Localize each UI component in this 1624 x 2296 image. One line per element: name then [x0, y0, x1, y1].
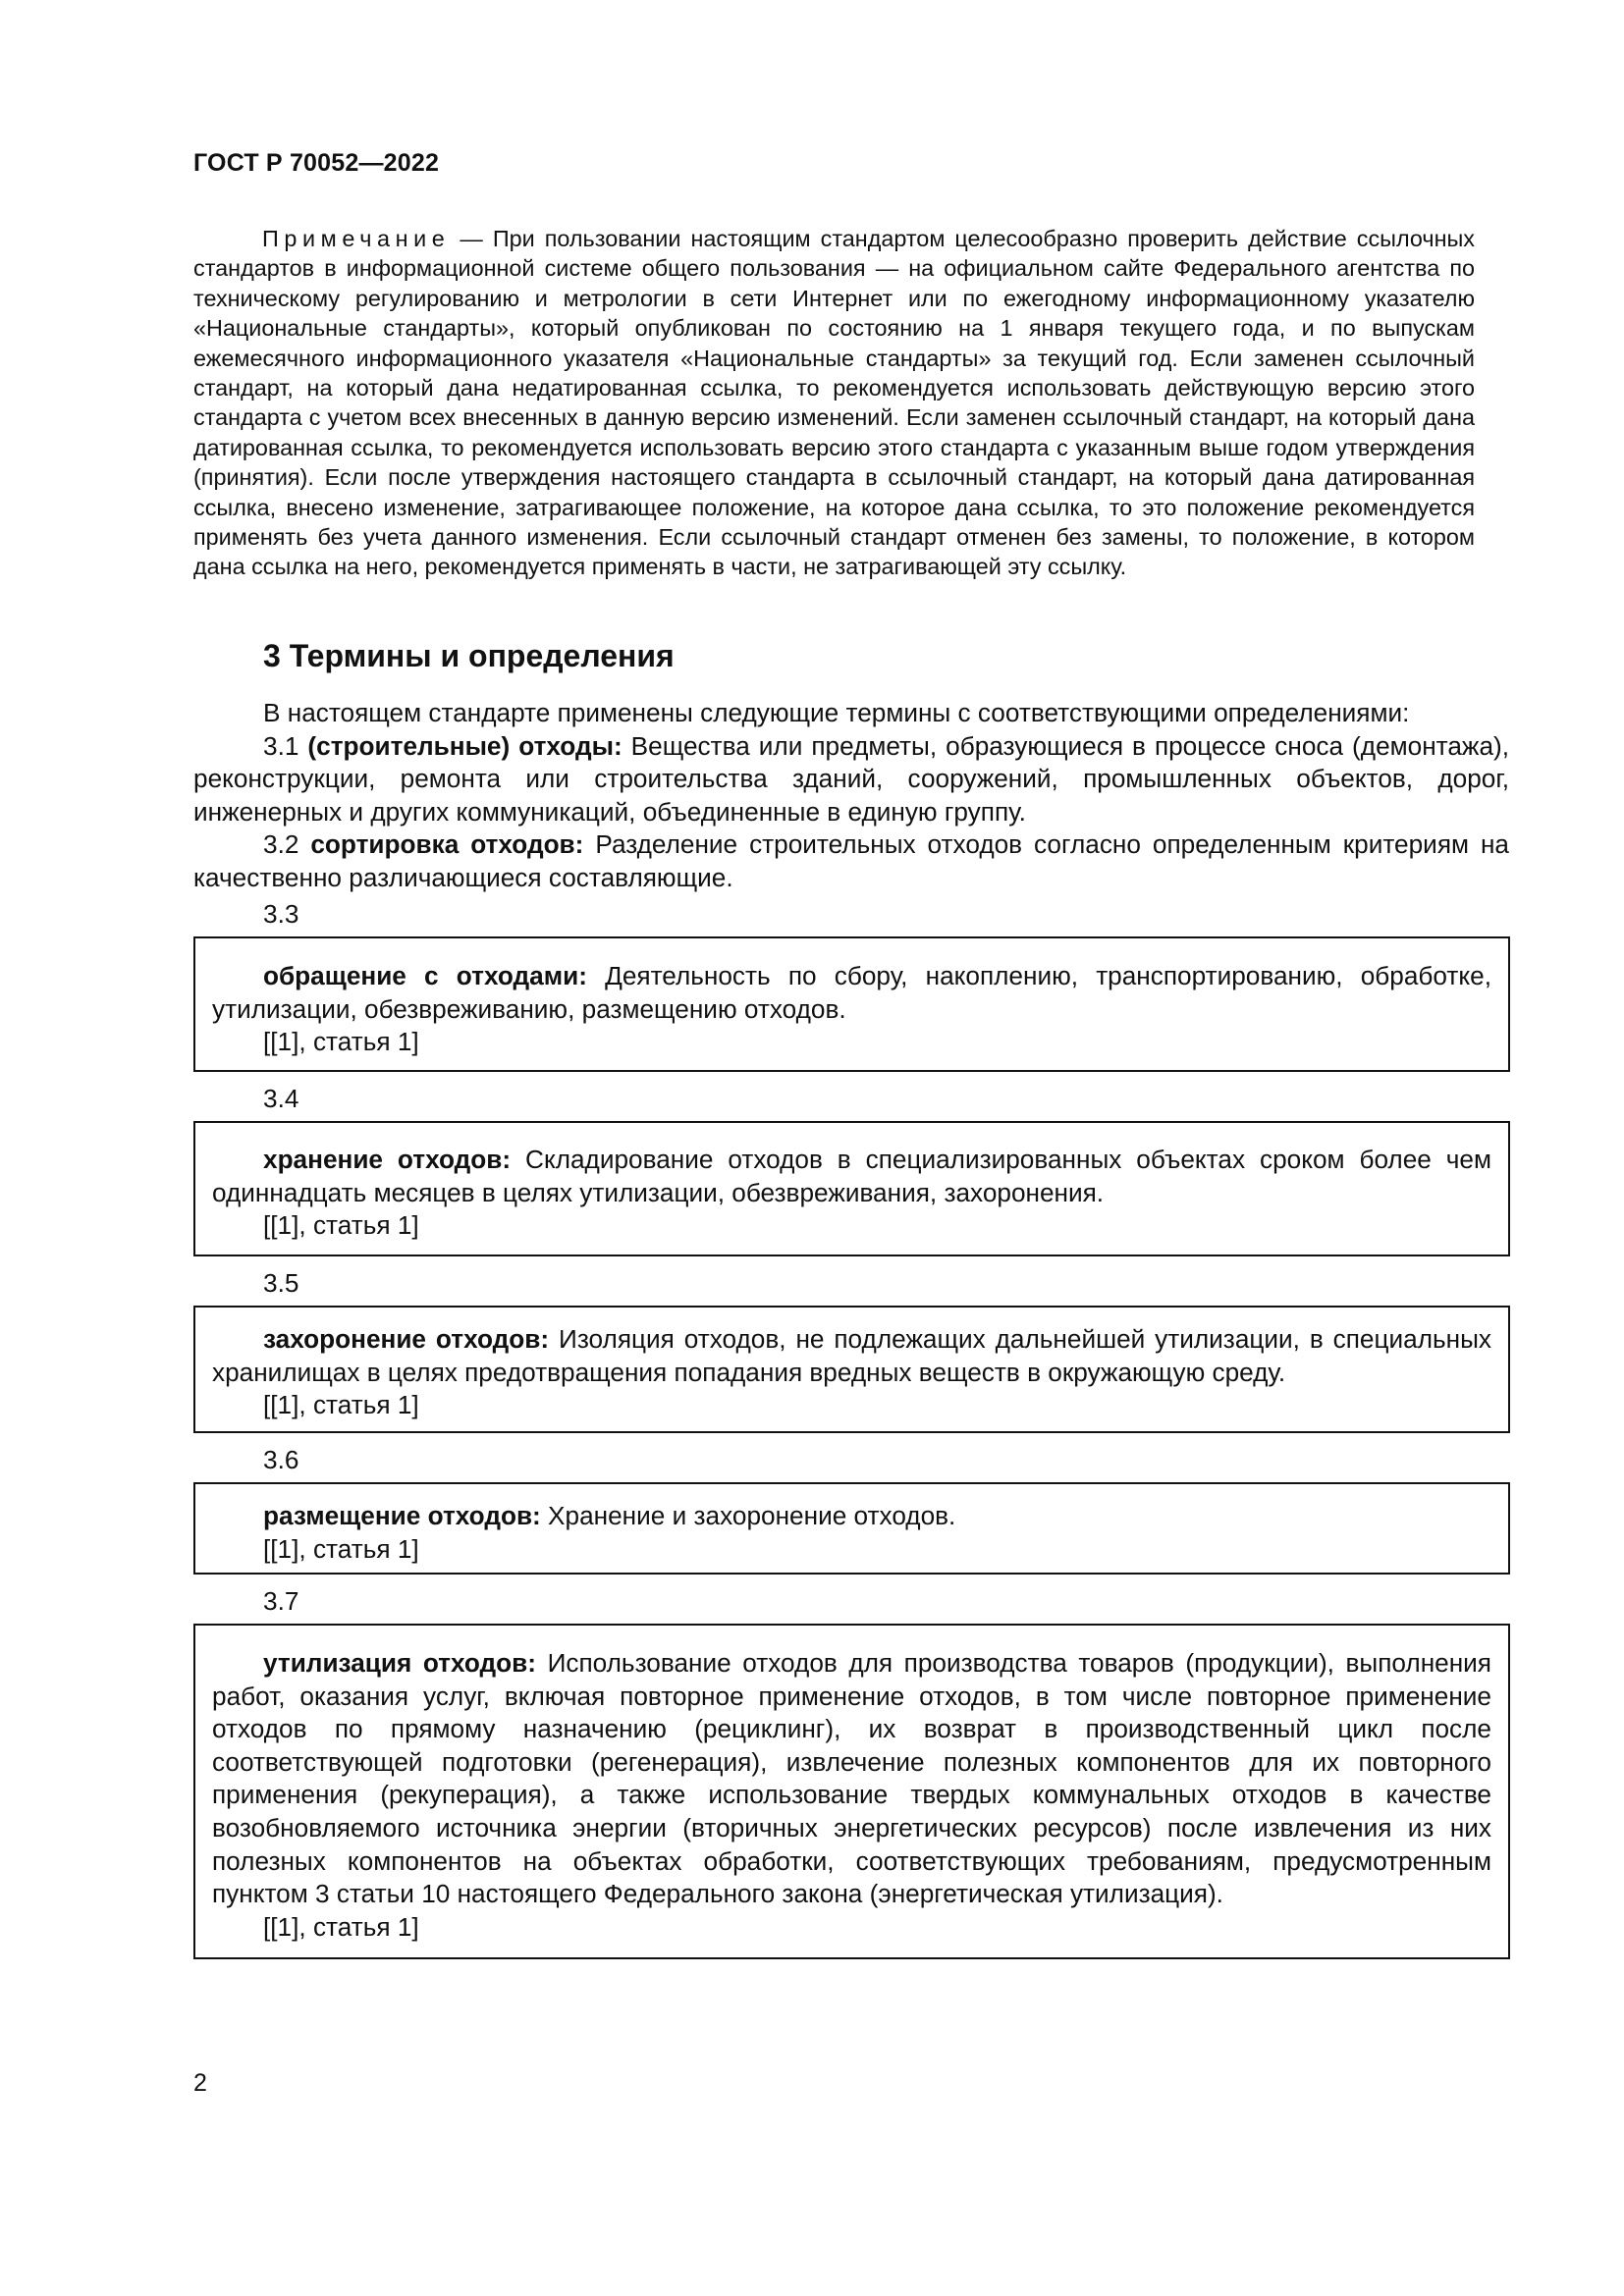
note-text: — При пользовании настоящим стандартом целесообразно проверить действие ссылочных стандартов в информационной системе общего пользования — на официальном сайте Федерального агентства по техническому регулированию и метрологии в сети Интернет или по ежегодному информационному указателю «Национальные стандарты», который опубликован по состоянию на 1 января текущего года, и по выпускам ежемесячного информационного указателя «Национальные стандарты» за текущий год. Если заменен ссылочный стандарт, на который дана недатированная ссылка, то рекомендуется использовать действующую версию этого стандарта с учетом всех внесенных в данную версию изменений. Если заменен ссылочный стандарт, на который дана датированная ссылка, то рекомендуется использовать версию этого стандарта с указанным выше годом утверждения (принятия). Если после утверждения настоящего стандарта в ссылочный стандарт, на который дана датированная ссылка, внесено изменение, затрагивающее положение, на которое дана ссылка, то это положение рекомендуется применять без учета данного изменения. Если ссылочный стандарт отменен без замены, то положение, в котором дана ссылка на него, рекомендуется применять в части, не затрагивающей эту ссылку. — [193, 226, 1475, 580]
term-definition: Использование отходов для производства товаров (продукции), выполнения работ, оказания услуг, включая повторное применение отходов, в том числе повторное применение отходов по прямому назначению (рециклинг), их возврат в производственный цикл после соответствующей подготовки (регенерация), извлечение полезных компонентов для их повторного применения (рекуперация), а также использование твердых коммунальных отходов в качестве возобновляемого источника энергии (вторичных энергетических ресурсов) после извлечения из них полезных компонентов на объектах обработки, соответствующих требованиям, предусмотренным пунктом 3 статьи 10 настоящего Федерального закона (энергетическая утилизация). — [212, 1648, 1491, 1909]
term-number: 3.7 — [263, 1586, 299, 1616]
term-3-2 — [193, 828, 1509, 894]
term-definition: Вещества или предметы, образующиеся в процессе сноса (демонтажа), реконструкции, ремонта или строительства зданий, сооружений, промышленных объектов, дорог, инженерных и других коммуникаций, объединенные в единую группу. — [193, 730, 1510, 827]
section-intro: В настоящем стандарте применены следующие термины с соответствующими определениями: — [263, 698, 1410, 727]
note-label: Примечание — [262, 226, 451, 251]
term-number: 3.6 — [263, 1445, 299, 1474]
term-definition-para — [212, 1144, 1491, 1209]
page-number: 2 — [193, 2069, 207, 2097]
term-number: 3.5 — [263, 1268, 299, 1298]
term-name: (строительные) отходы: — [307, 730, 623, 761]
term-definition: Разделение строительных отходов согласно определенным критериям на качественно различающиеся составляющие. — [193, 829, 1509, 892]
section-title: 3 Термины и определения — [263, 638, 675, 673]
term-name: сортировка отходов: — [310, 829, 584, 860]
term-3-1 — [193, 730, 1509, 829]
term-box-3-7 — [193, 1624, 1510, 1959]
term-source: [[1], статья 1] — [263, 1911, 419, 1942]
term-box-3-4 — [193, 1121, 1510, 1256]
term-definition: Хранение и захоронение отходов. — [540, 1501, 956, 1530]
term-definition-para — [212, 1500, 1491, 1533]
term-name: размещение отходов: — [263, 1501, 541, 1530]
term-definition: Деятельность по сбору, накоплению, транспортированию, обработке, утилизации, обезвреживанию, размещению отходов. — [212, 961, 1491, 1024]
term-number: 3.1 — [263, 730, 299, 761]
term-number: 3.3 — [263, 899, 299, 929]
term-box-3-6 — [193, 1482, 1510, 1575]
term-box-3-3 — [193, 936, 1510, 1072]
term-name: захоронение отходов: — [263, 1324, 550, 1354]
term-source: [[1], статья 1] — [263, 1390, 419, 1420]
term-number: 3.2 — [263, 829, 299, 860]
term-source: [[1], статья 1] — [263, 1533, 419, 1564]
term-name: обращение с отходами: — [263, 961, 587, 990]
term-definition-para — [212, 1323, 1491, 1389]
term-source: [[1], статья 1] — [263, 1210, 419, 1241]
term-definition: Складирование отходов в специализированных объектах сроком более чем одиннадцать месяцев в целях утилизации, обезвреживания, захоронения. — [212, 1145, 1491, 1207]
section-body — [193, 697, 1509, 895]
term-definition-para — [212, 960, 1491, 1026]
reference-note — [193, 224, 1475, 582]
term-box-3-5 — [193, 1306, 1510, 1433]
term-definition-para — [212, 1647, 1491, 1911]
term-source: [[1], статья 1] — [263, 1027, 419, 1057]
term-name: хранение отходов: — [263, 1145, 512, 1174]
term-definition: Изоляция отходов, не подлежащих дальнейшей утилизации, в специальных хранилищах в целях предотвращения попадания вредных веществ в окружающую среду. — [212, 1324, 1491, 1387]
term-name: утилизация отходов: — [263, 1648, 536, 1678]
standard-id-header: ГОСТ Р 70052—2022 — [193, 149, 440, 177]
term-number: 3.4 — [263, 1084, 299, 1113]
